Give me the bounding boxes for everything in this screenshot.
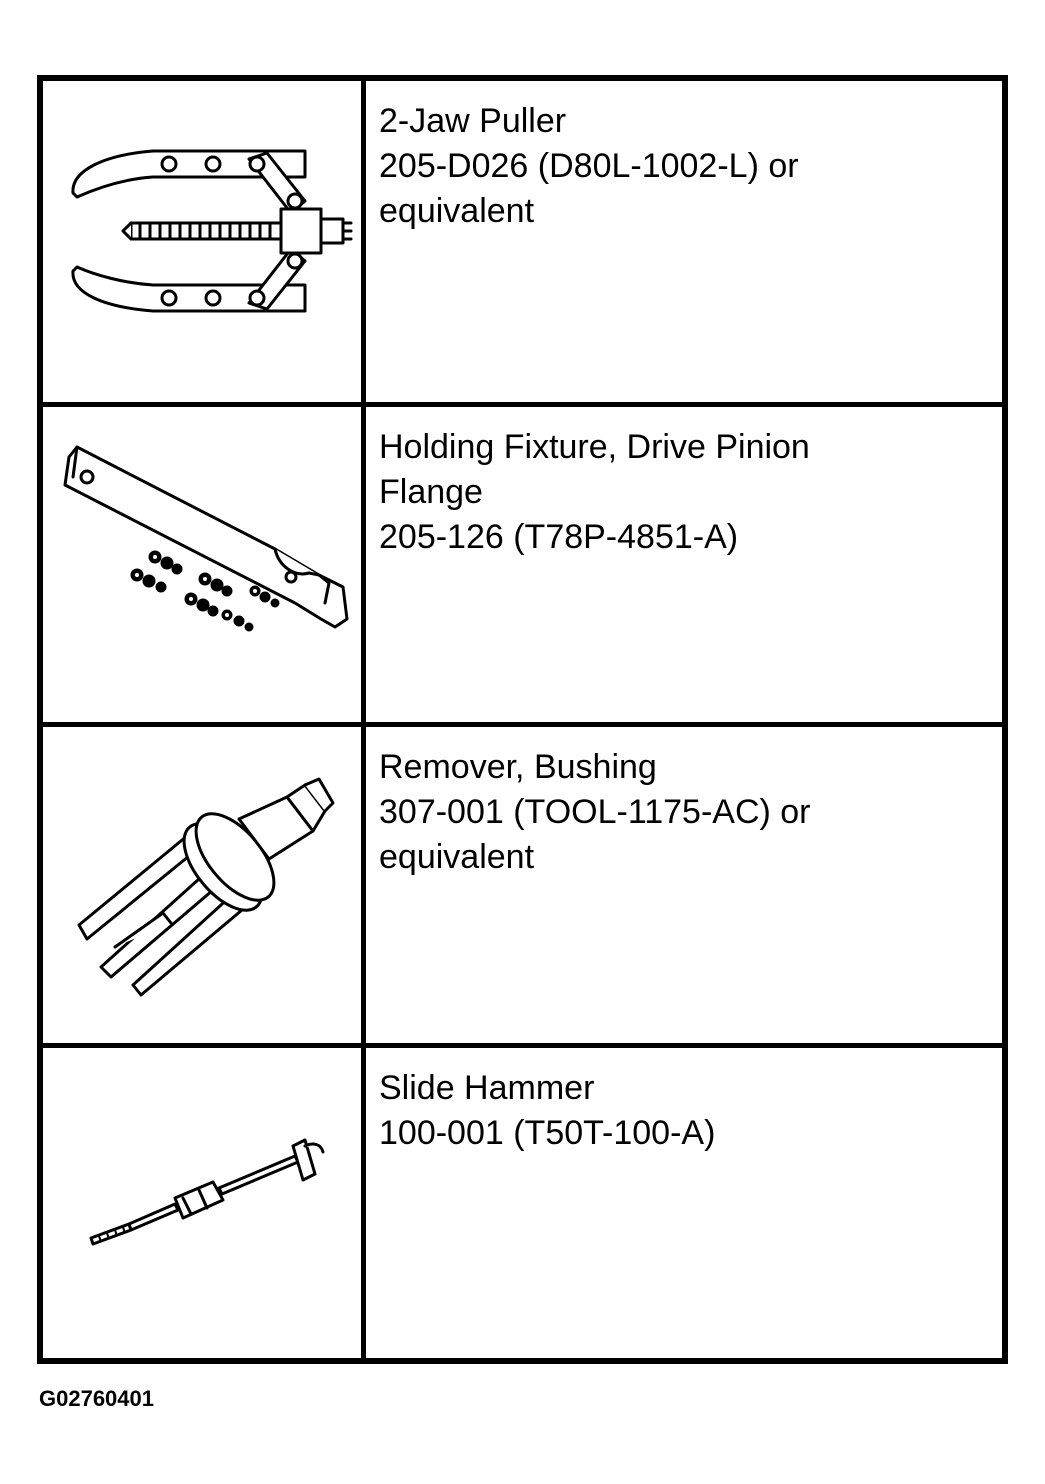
tool-name: Remover, Bushing [379,748,657,786]
tool-description [379,745,992,880]
tool-name-continued: Flange [379,473,483,511]
bushing-remover-icon [43,727,361,1048]
two-jaw-puller-icon [43,81,361,402]
tool-name: Slide Hammer [379,1069,595,1107]
tool-name: 2-Jaw Puller [379,102,567,140]
tool-description [379,1066,992,1156]
tool-part-number: 205-D026 (D80L-1002-L) or [379,147,799,185]
tool-image-cell [43,407,366,722]
tool-image-cell [43,727,366,1043]
figure-id: G02760401 [39,1386,154,1411]
tool-row-two-jaw-puller [43,81,1002,402]
holding-fixture-icon [43,407,361,727]
tool-part-number: 205-126 (T78P-4851-A) [379,518,739,556]
tool-image-cell [43,1048,366,1358]
tool-name: Holding Fixture, Drive Pinion [379,428,810,466]
tool-description [379,425,992,560]
tool-description [379,99,992,234]
tool-row-holding-fixture [43,402,1002,722]
tool-image-cell [43,81,366,402]
tool-note: equivalent [379,838,535,876]
tool-part-number: 307-001 (TOOL-1175-AC) or [379,793,811,831]
tool-note: equivalent [379,192,535,230]
tool-row-slide-hammer [43,1043,1002,1358]
special-tools-table [37,75,1008,1364]
tool-part-number: 100-001 (T50T-100-A) [379,1114,716,1152]
tool-row-bushing-remover [43,722,1002,1043]
slide-hammer-icon [43,1048,361,1363]
